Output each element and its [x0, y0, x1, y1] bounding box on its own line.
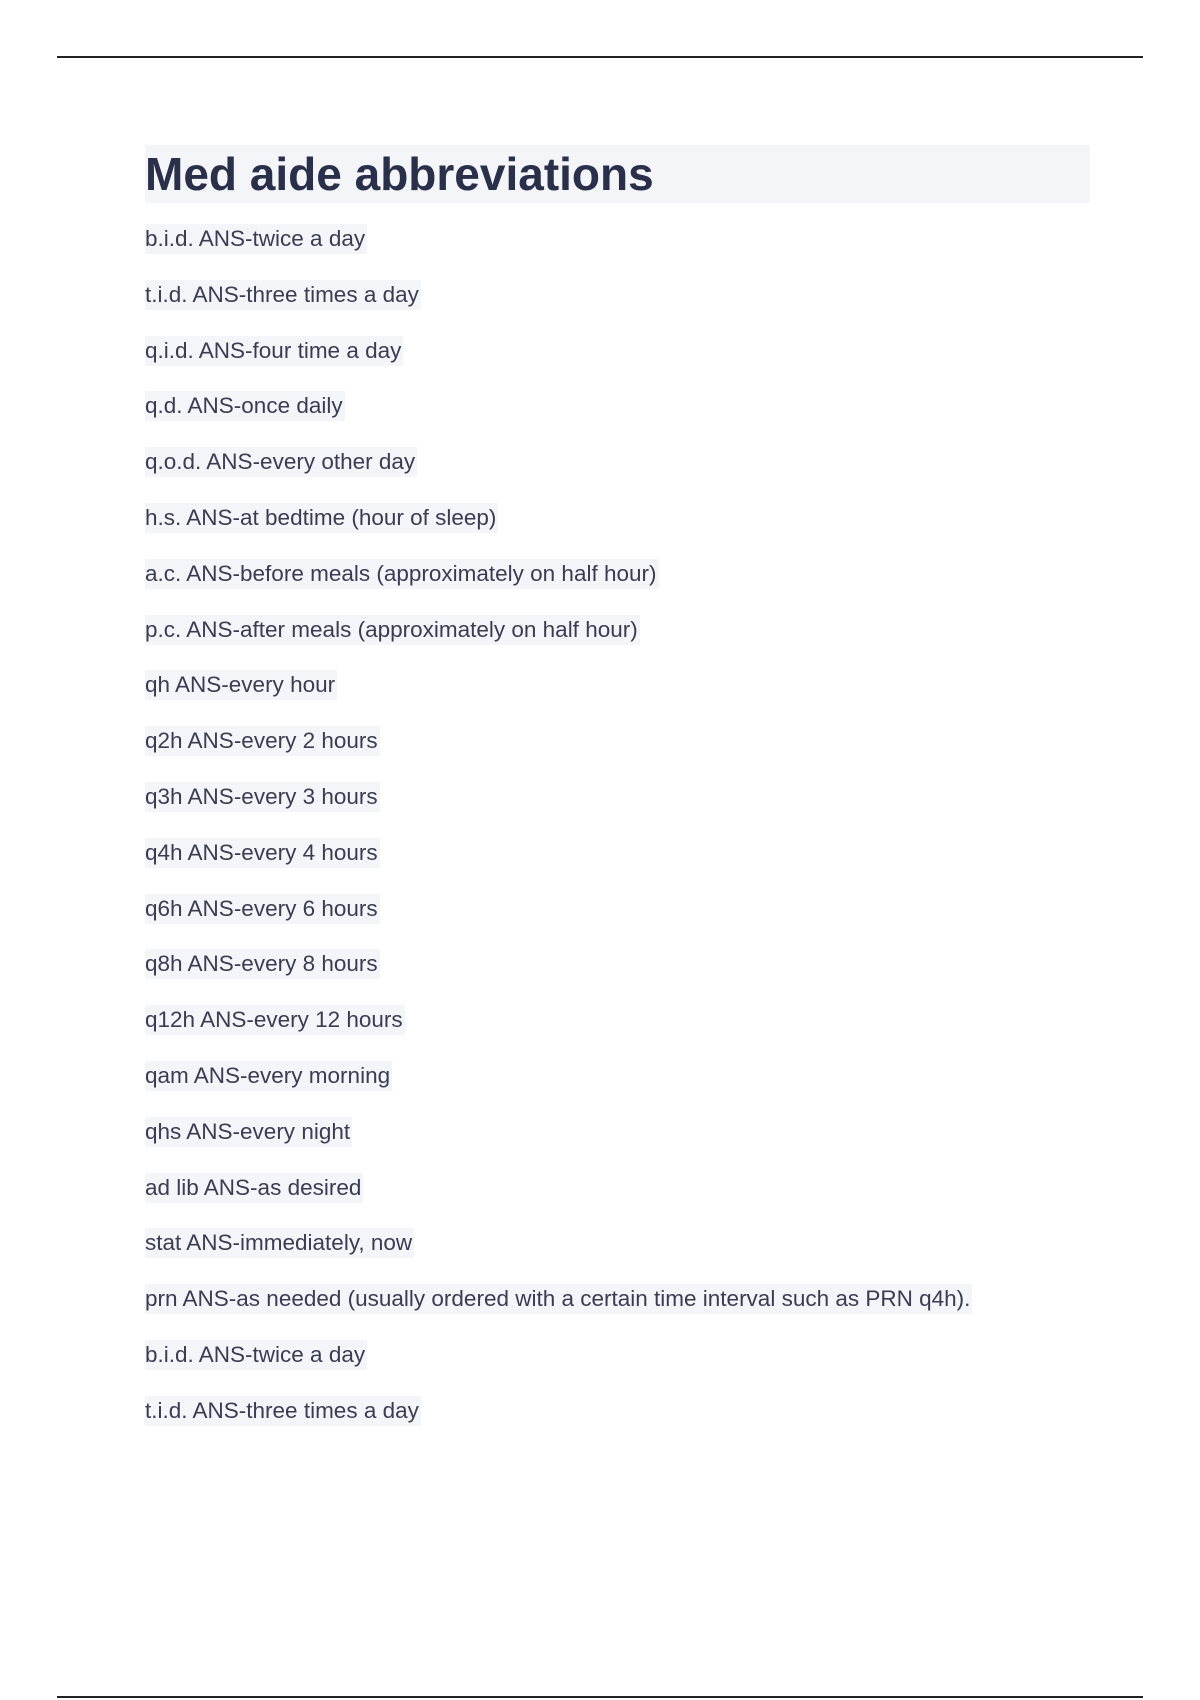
list-item: [145, 670, 1105, 726]
entry-text: p.c. ANS-after meals (approximately on half hour): [145, 615, 640, 645]
list-item: [145, 391, 1105, 447]
list-item: [145, 1284, 1105, 1340]
list-item: [145, 1396, 1105, 1452]
entry-text: stat ANS-immediately, now: [145, 1228, 414, 1258]
list-item: [145, 782, 1105, 838]
list-item: [145, 503, 1105, 559]
entry-text: q3h ANS-every 3 hours: [145, 782, 380, 812]
list-item: [145, 1340, 1105, 1396]
entry-text: b.i.d. ANS-twice a day: [145, 224, 367, 254]
list-item: [145, 447, 1105, 503]
entry-text: q8h ANS-every 8 hours: [145, 949, 380, 979]
page-title: Med aide abbreviations: [145, 148, 654, 200]
list-item: [145, 1173, 1105, 1229]
list-item: [145, 1117, 1105, 1173]
entry-text: prn ANS-as needed (usually ordered with a certain time interval such as PRN q4h).: [145, 1284, 972, 1314]
entry-text: q6h ANS-every 6 hours: [145, 894, 380, 924]
entry-text: q.i.d. ANS-four time a day: [145, 336, 403, 366]
list-item: [145, 615, 1105, 671]
list-item: [145, 336, 1105, 392]
list-item: [145, 726, 1105, 782]
list-item: [145, 838, 1105, 894]
list-item: [145, 1005, 1105, 1061]
entry-text: h.s. ANS-at bedtime (hour of sleep): [145, 503, 498, 533]
entry-text: t.i.d. ANS-three times a day: [145, 280, 421, 310]
list-item: [145, 1228, 1105, 1284]
entry-text: b.i.d. ANS-twice a day: [145, 1340, 367, 1370]
list-item: [145, 559, 1105, 615]
list-item: [145, 224, 1105, 280]
entry-text: q2h ANS-every 2 hours: [145, 726, 380, 756]
list-item: [145, 280, 1105, 336]
list-item: [145, 894, 1105, 950]
entry-text: qhs ANS-every night: [145, 1117, 352, 1147]
bottom-rule: [57, 1696, 1143, 1698]
entry-text: t.i.d. ANS-three times a day: [145, 1396, 421, 1426]
entry-text: qh ANS-every hour: [145, 670, 337, 700]
entry-text: q.o.d. ANS-every other day: [145, 447, 417, 477]
top-rule: [57, 56, 1143, 58]
entry-text: q.d. ANS-once daily: [145, 391, 345, 421]
entry-text: q4h ANS-every 4 hours: [145, 838, 380, 868]
list-item: [145, 1061, 1105, 1117]
entry-text: ad lib ANS-as desired: [145, 1173, 363, 1203]
entry-text: a.c. ANS-before meals (approximately on half hour): [145, 559, 659, 589]
abbreviation-list: [145, 224, 1105, 1452]
entry-text: qam ANS-every morning: [145, 1061, 392, 1091]
list-item: [145, 949, 1105, 1005]
entry-text: q12h ANS-every 12 hours: [145, 1005, 405, 1035]
